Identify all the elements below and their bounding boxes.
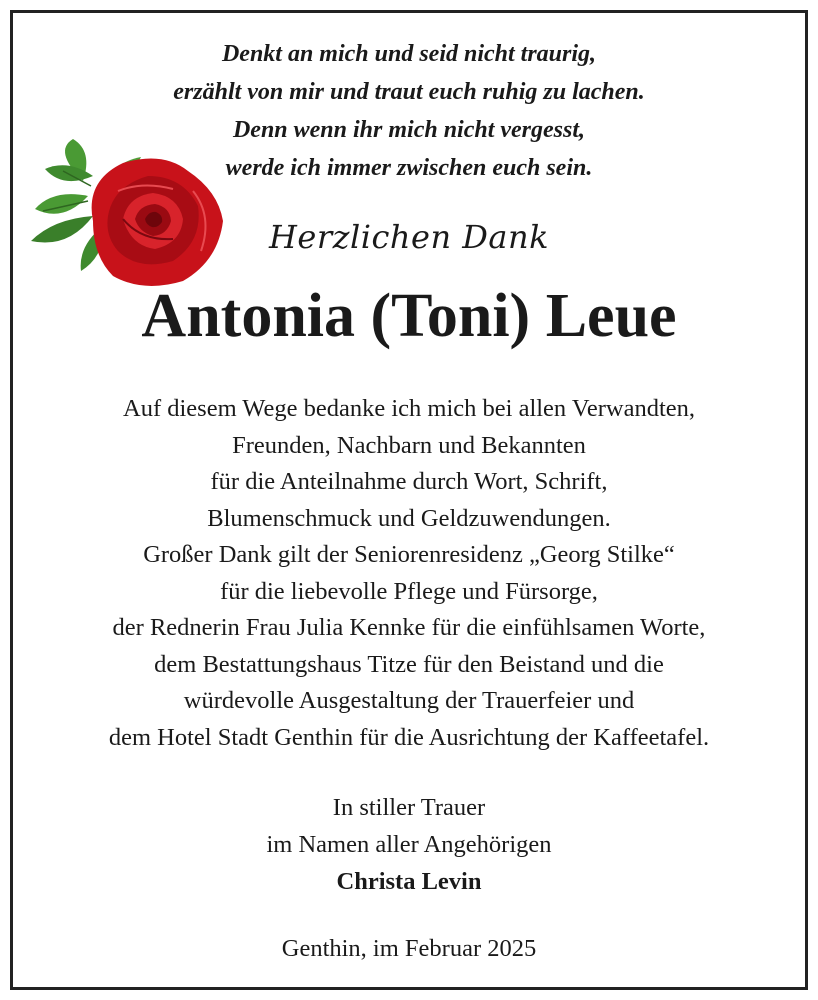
obituary-card	[10, 10, 808, 990]
closing-line: In stiller Trauer	[332, 794, 486, 821]
body-line: Großer Dank gilt der Seniorenresidenz „Georg Stilke“	[143, 541, 675, 568]
poem-line: Denn wenn ihr mich nicht vergesst,	[232, 117, 586, 143]
closing-block	[13, 789, 805, 900]
body-line: dem Hotel Stadt Genthin für die Ausrichtung der Kaffeetafel.	[108, 723, 710, 751]
thank-you-text	[13, 391, 805, 756]
body-line: Freunden, Nachbarn und Bekannten	[232, 431, 586, 459]
place-date: Genthin, im Februar 2025	[281, 935, 537, 962]
thanks-heading: Herzlichen Dank	[269, 218, 549, 256]
body-line: würdevolle Ausgestaltung der Trauerfeier und	[183, 687, 635, 714]
poem-line: erzählt von mir und traut euch ruhig zu lachen.	[173, 79, 645, 105]
deceased-name: Antonia (Toni) Leue	[141, 282, 677, 350]
body-line: der Rednerin Frau Julia Kennke für die einfühlsamen Worte,	[112, 614, 706, 641]
poem-line: Denkt an mich und seid nicht traurig,	[221, 41, 597, 67]
body-line: Blumenschmuck und Geldzuwendungen.	[207, 504, 611, 532]
poem-line: werde ich immer zwischen euch sein.	[225, 155, 593, 181]
red-rose-icon	[23, 131, 233, 291]
signer-name: Christa Levin	[336, 868, 482, 895]
closing-line: im Namen aller Angehörigen	[266, 831, 552, 858]
body-line: dem Bestattungshaus Titze für den Beistand und die	[154, 650, 664, 678]
body-line: für die Anteilnahme durch Wort, Schrift,	[210, 468, 608, 495]
body-line: für die liebevolle Pflege und Fürsorge,	[220, 577, 598, 605]
body-line: Auf diesem Wege bedanke ich mich bei allen Verwandten,	[123, 395, 695, 422]
